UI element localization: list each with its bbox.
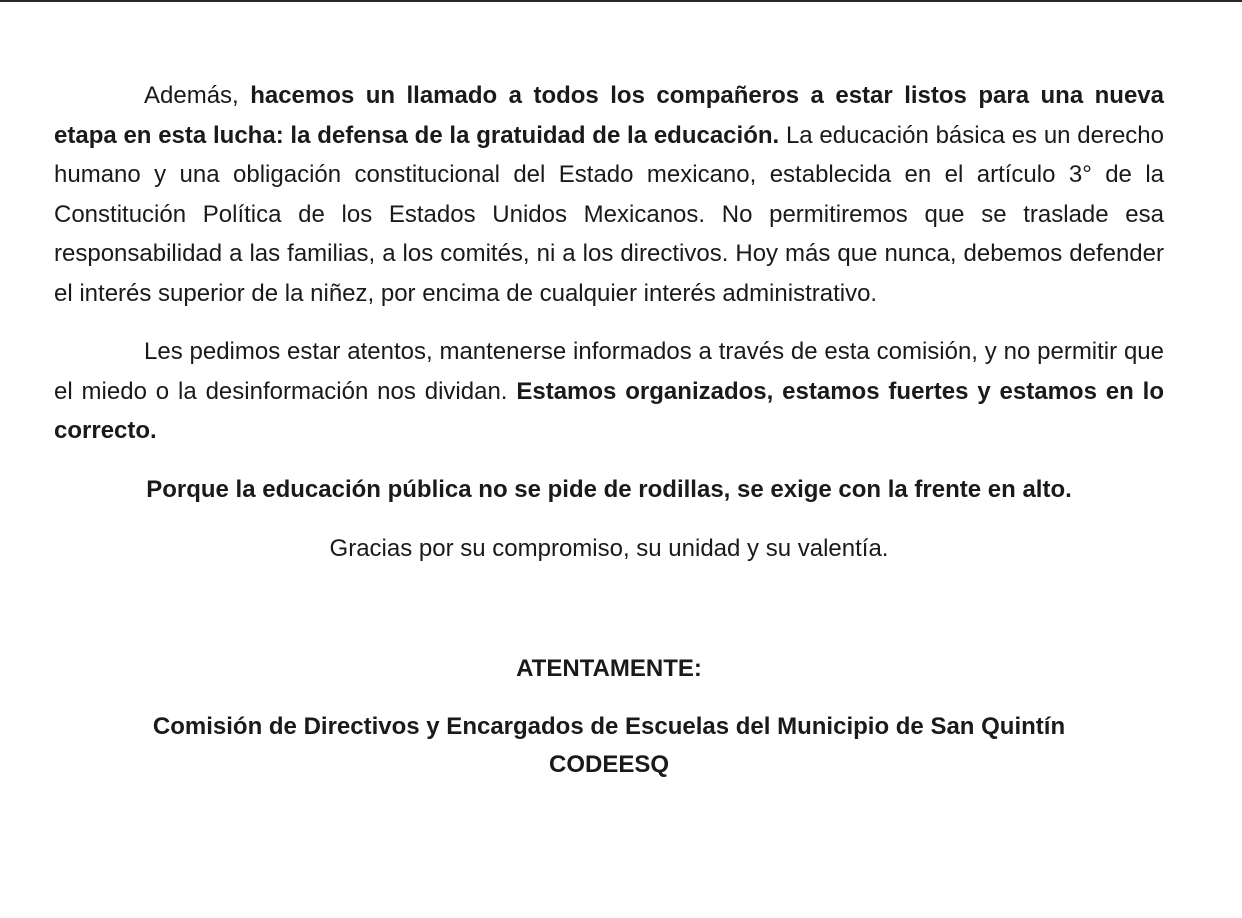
document-body [54,76,1164,784]
paragraph-1-bold: hacemos un llamado a todos los compañeros a estar listos para una nueva etapa en esta lucha: la defensa de la gratuidad de la educación. [54,82,1165,149]
paragraph-stay-informed [54,332,1164,451]
paragraph-2-lead: Les pedimos estar atentos, mantenerse informados a través de esta comisión, y no permitir que el miedo o la desinformación nos dividan. [54,338,1164,405]
organization-name: Comisión de Directivos y Encargados de Escuelas del Municipio de San Quintín [152,713,1066,740]
signature-organization [54,708,1164,784]
page-top-border [0,0,1242,2]
paragraph-call-to-action [54,76,1164,313]
closing-motto: Porque la educación pública no se pide de rodillas, se exige con la frente en alto. [146,475,1072,503]
closing-thanks: Gracias por su compromiso, su unidad y su valentía. [329,535,889,562]
signature-heading: ATENTAMENTE: [516,654,702,682]
organization-acronym: CODEESQ [548,751,670,778]
paragraph-1-lead: Además, [144,82,251,109]
paragraph-2-bold: Estamos organizados, estamos fuertes y estamos en lo correcto. [54,377,1165,444]
paragraph-1-rest: La educación básica es un derecho humano y una obligación constitucional del Estado mexicano, establecida en el artículo 3° de la Constitución Política de los Estados Unidos Mexicanos. No permitiremos que se traslade esa responsabilidad a las familias, a los comités, ni a los directivos. Hoy más que nunca, debemos defender el interés superior de la niñez, por encima de cualquier interés administrativo. [54,121,1164,307]
